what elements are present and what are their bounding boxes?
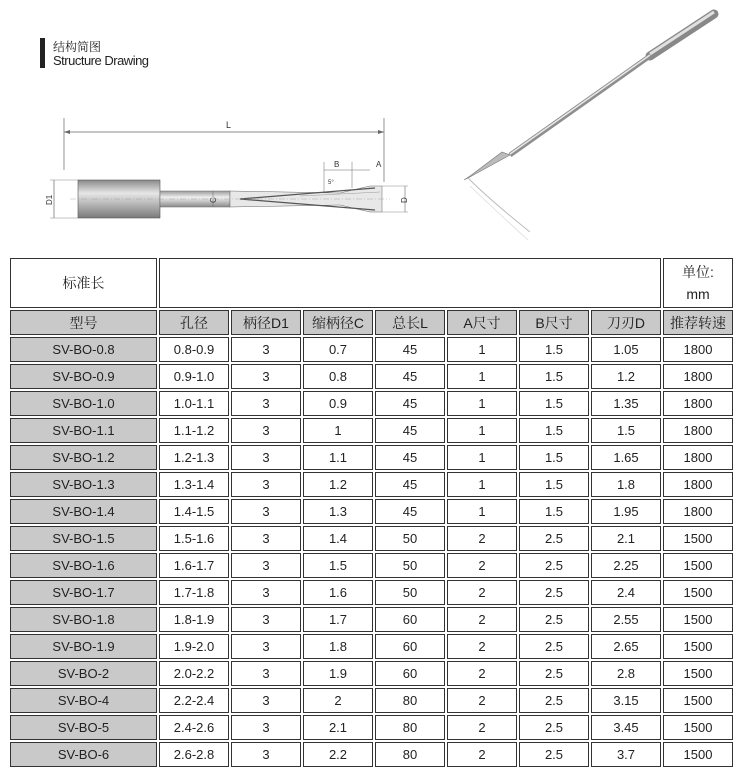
b-cell: 2.5 xyxy=(519,688,589,713)
b-cell: 2.5 xyxy=(519,526,589,551)
length-cell: 45 xyxy=(375,418,445,443)
model-cell: SV-BO-5 xyxy=(10,715,157,740)
shank-cell: 3 xyxy=(231,661,301,686)
neck-cell: 2.1 xyxy=(303,715,373,740)
b-cell: 2.5 xyxy=(519,715,589,740)
shank-cell: 3 xyxy=(231,364,301,389)
hole-cell: 1.6-1.7 xyxy=(159,553,229,578)
neck-cell: 2 xyxy=(303,688,373,713)
speed-cell: 1500 xyxy=(663,607,733,632)
unit-label: 单位: xyxy=(682,264,714,280)
shank-cell: 3 xyxy=(231,526,301,551)
neck-cell: 0.8 xyxy=(303,364,373,389)
hole-cell: 1.7-1.8 xyxy=(159,580,229,605)
model-cell: SV-BO-6 xyxy=(10,742,157,767)
shank-cell: 3 xyxy=(231,499,301,524)
product-photo xyxy=(450,0,740,250)
length-cell: 45 xyxy=(375,472,445,497)
a-cell: 2 xyxy=(447,742,517,767)
blade-cell: 1.5 xyxy=(591,418,661,443)
header-model: 型号 xyxy=(10,310,157,335)
a-cell: 1 xyxy=(447,445,517,470)
hole-cell: 1.3-1.4 xyxy=(159,472,229,497)
hole-cell: 2.2-2.4 xyxy=(159,688,229,713)
length-cell: 80 xyxy=(375,688,445,713)
b-cell: 2.5 xyxy=(519,742,589,767)
speed-cell: 1800 xyxy=(663,499,733,524)
hole-cell: 0.8-0.9 xyxy=(159,337,229,362)
neck-cell: 0.7 xyxy=(303,337,373,362)
blade-cell: 2.1 xyxy=(591,526,661,551)
a-cell: 1 xyxy=(447,499,517,524)
table-row xyxy=(10,472,733,497)
neck-cell: 1.8 xyxy=(303,634,373,659)
table-category-row xyxy=(10,258,733,308)
spec-table xyxy=(8,256,735,769)
length-cell: 50 xyxy=(375,526,445,551)
model-cell: SV-BO-1.8 xyxy=(10,607,157,632)
table-row xyxy=(10,742,733,767)
hole-cell: 2.0-2.2 xyxy=(159,661,229,686)
shank-cell: 3 xyxy=(231,337,301,362)
header-speed: 推荐转速 xyxy=(663,310,733,335)
table-row xyxy=(10,526,733,551)
blank-header-cell xyxy=(159,258,661,308)
hole-cell: 2.6-2.8 xyxy=(159,742,229,767)
length-cell: 45 xyxy=(375,445,445,470)
model-cell: SV-BO-1.7 xyxy=(10,580,157,605)
neck-cell: 1.1 xyxy=(303,445,373,470)
a-cell: 1 xyxy=(447,337,517,362)
header-a-size: A尺寸 xyxy=(447,310,517,335)
label-c: C xyxy=(209,197,218,203)
label-b: B xyxy=(334,160,340,169)
neck-cell: 1.5 xyxy=(303,553,373,578)
heading-title-cn: 结构简图 xyxy=(53,40,102,54)
neck-cell: 1.3 xyxy=(303,499,373,524)
neck-cell: 1.6 xyxy=(303,580,373,605)
table-row xyxy=(10,634,733,659)
blade-cell: 1.95 xyxy=(591,499,661,524)
shank-cell: 3 xyxy=(231,688,301,713)
table-row xyxy=(10,445,733,470)
blade-cell: 1.05 xyxy=(591,337,661,362)
unit-cell xyxy=(663,258,733,308)
unit-value: mm xyxy=(686,286,710,302)
a-cell: 2 xyxy=(447,715,517,740)
blade-cell: 3.45 xyxy=(591,715,661,740)
category-label: 标准长 xyxy=(10,258,157,308)
model-cell: SV-BO-1.2 xyxy=(10,445,157,470)
model-cell: SV-BO-1.1 xyxy=(10,418,157,443)
table-row xyxy=(10,553,733,578)
length-cell: 45 xyxy=(375,364,445,389)
a-cell: 1 xyxy=(447,391,517,416)
b-cell: 1.5 xyxy=(519,337,589,362)
blade-cell: 1.35 xyxy=(591,391,661,416)
neck-cell: 1.4 xyxy=(303,526,373,551)
shank-cell: 3 xyxy=(231,553,301,578)
hole-cell: 1.8-1.9 xyxy=(159,607,229,632)
blade-cell: 3.7 xyxy=(591,742,661,767)
length-cell: 80 xyxy=(375,742,445,767)
table-row xyxy=(10,499,733,524)
length-cell: 60 xyxy=(375,634,445,659)
blade-cell: 2.8 xyxy=(591,661,661,686)
a-cell: 2 xyxy=(447,634,517,659)
b-cell: 2.5 xyxy=(519,580,589,605)
model-cell: SV-BO-1.3 xyxy=(10,472,157,497)
label-d1: D1 xyxy=(45,194,54,205)
b-cell: 2.5 xyxy=(519,661,589,686)
length-cell: 45 xyxy=(375,499,445,524)
length-cell: 80 xyxy=(375,715,445,740)
blade-cell: 1.65 xyxy=(591,445,661,470)
table-row xyxy=(10,661,733,686)
model-cell: SV-BO-1.0 xyxy=(10,391,157,416)
model-cell: SV-BO-1.6 xyxy=(10,553,157,578)
blade-cell: 2.65 xyxy=(591,634,661,659)
neck-cell: 0.9 xyxy=(303,391,373,416)
length-cell: 50 xyxy=(375,553,445,578)
model-cell: SV-BO-0.9 xyxy=(10,364,157,389)
label-d: D xyxy=(400,197,409,203)
neck-cell: 1 xyxy=(303,418,373,443)
speed-cell: 1500 xyxy=(663,688,733,713)
header-length-l: 总长L xyxy=(375,310,445,335)
b-cell: 1.5 xyxy=(519,391,589,416)
model-cell: SV-BO-2 xyxy=(10,661,157,686)
blade-cell: 3.15 xyxy=(591,688,661,713)
neck-cell: 1.7 xyxy=(303,607,373,632)
speed-cell: 1500 xyxy=(663,715,733,740)
a-cell: 2 xyxy=(447,607,517,632)
a-cell: 2 xyxy=(447,526,517,551)
header-blade-d: 刀刃D xyxy=(591,310,661,335)
blade-cell: 1.2 xyxy=(591,364,661,389)
header-neck-c: 缩柄径C xyxy=(303,310,373,335)
b-cell: 2.5 xyxy=(519,553,589,578)
hole-cell: 1.4-1.5 xyxy=(159,499,229,524)
label-a: A xyxy=(376,160,382,169)
b-cell: 2.5 xyxy=(519,634,589,659)
speed-cell: 1800 xyxy=(663,337,733,362)
table-row xyxy=(10,715,733,740)
a-cell: 2 xyxy=(447,553,517,578)
header-shank-d1: 柄径D1 xyxy=(231,310,301,335)
table-row xyxy=(10,418,733,443)
model-cell: SV-BO-0.8 xyxy=(10,337,157,362)
b-cell: 1.5 xyxy=(519,418,589,443)
speed-cell: 1800 xyxy=(663,418,733,443)
a-cell: 1 xyxy=(447,418,517,443)
model-cell: SV-BO-4 xyxy=(10,688,157,713)
model-cell: SV-BO-1.5 xyxy=(10,526,157,551)
model-cell: SV-BO-1.9 xyxy=(10,634,157,659)
model-cell: SV-BO-1.4 xyxy=(10,499,157,524)
heading-bar xyxy=(40,38,45,68)
b-cell: 1.5 xyxy=(519,499,589,524)
heading-title-en: Structure Drawing xyxy=(53,53,149,68)
b-cell: 1.5 xyxy=(519,472,589,497)
hole-cell: 0.9-1.0 xyxy=(159,364,229,389)
shank-cell: 3 xyxy=(231,472,301,497)
speed-cell: 1500 xyxy=(663,580,733,605)
speed-cell: 1500 xyxy=(663,661,733,686)
length-cell: 50 xyxy=(375,580,445,605)
shank-cell: 3 xyxy=(231,715,301,740)
shank-cell: 3 xyxy=(231,580,301,605)
structure-drawing xyxy=(40,100,420,230)
neck-cell: 2.2 xyxy=(303,742,373,767)
b-cell: 1.5 xyxy=(519,364,589,389)
shank-cell: 3 xyxy=(231,391,301,416)
a-cell: 2 xyxy=(447,688,517,713)
table-row xyxy=(10,607,733,632)
hole-cell: 1.9-2.0 xyxy=(159,634,229,659)
hole-cell: 1.5-1.6 xyxy=(159,526,229,551)
blade-cell: 2.4 xyxy=(591,580,661,605)
speed-cell: 1500 xyxy=(663,553,733,578)
neck-cell: 1.9 xyxy=(303,661,373,686)
length-cell: 45 xyxy=(375,337,445,362)
hole-cell: 1.1-1.2 xyxy=(159,418,229,443)
speed-cell: 1800 xyxy=(663,391,733,416)
a-cell: 2 xyxy=(447,580,517,605)
shank-cell: 3 xyxy=(231,607,301,632)
shank-cell: 3 xyxy=(231,418,301,443)
speed-cell: 1500 xyxy=(663,526,733,551)
speed-cell: 1500 xyxy=(663,634,733,659)
header-b-size: B尺寸 xyxy=(519,310,589,335)
table-header-row xyxy=(10,310,733,335)
b-cell: 1.5 xyxy=(519,445,589,470)
neck-cell: 1.2 xyxy=(303,472,373,497)
b-cell: 2.5 xyxy=(519,607,589,632)
shank-cell: 3 xyxy=(231,445,301,470)
speed-cell: 1800 xyxy=(663,472,733,497)
length-cell: 60 xyxy=(375,607,445,632)
blade-cell: 2.55 xyxy=(591,607,661,632)
a-cell: 2 xyxy=(447,661,517,686)
hole-cell: 1.0-1.1 xyxy=(159,391,229,416)
shank-cell: 3 xyxy=(231,634,301,659)
shank-cell: 3 xyxy=(231,742,301,767)
hole-cell: 2.4-2.6 xyxy=(159,715,229,740)
speed-cell: 1500 xyxy=(663,742,733,767)
table-row xyxy=(10,337,733,362)
label-l: L xyxy=(226,120,232,130)
table-row xyxy=(10,688,733,713)
blade-cell: 1.8 xyxy=(591,472,661,497)
speed-cell: 1800 xyxy=(663,364,733,389)
a-cell: 1 xyxy=(447,364,517,389)
hole-cell: 1.2-1.3 xyxy=(159,445,229,470)
table-row xyxy=(10,391,733,416)
a-cell: 1 xyxy=(447,472,517,497)
length-cell: 45 xyxy=(375,391,445,416)
header-hole-diameter: 孔径 xyxy=(159,310,229,335)
length-cell: 60 xyxy=(375,661,445,686)
blade-cell: 2.25 xyxy=(591,553,661,578)
speed-cell: 1800 xyxy=(663,445,733,470)
table-row xyxy=(10,580,733,605)
label-angle: 5° xyxy=(328,180,334,186)
table-row xyxy=(10,364,733,389)
